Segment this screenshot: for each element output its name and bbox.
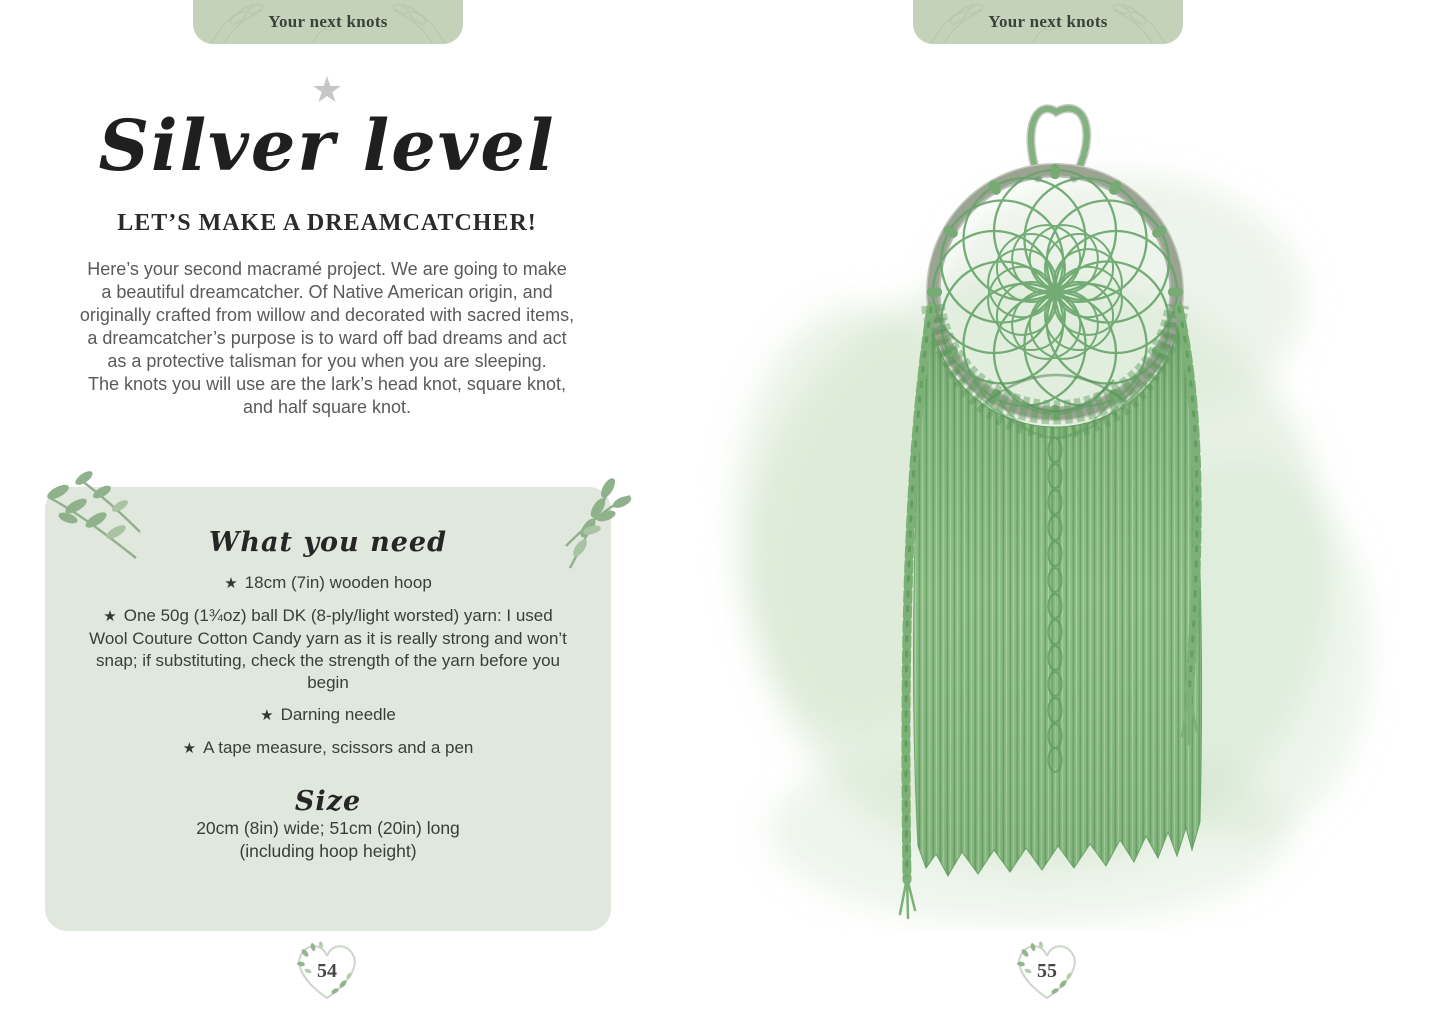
intro-line: The knots you will use are the lark’s head knot, square knot,	[88, 374, 566, 394]
page-number-right	[1011, 938, 1083, 1006]
intro-line: originally crafted from willow and decorated with sacred items,	[79, 305, 575, 325]
page-number-left	[291, 938, 363, 1006]
material-item	[88, 605, 568, 694]
header-tab-right	[913, 0, 1183, 44]
material-item	[88, 737, 568, 760]
star-bullet-icon: ★	[260, 707, 274, 724]
page-number-text: 55	[1037, 960, 1057, 982]
page-title: Silver level	[98, 104, 556, 187]
intro-paragraph	[0, 258, 654, 419]
page-number-text: 54	[317, 960, 337, 982]
intro-line: and half square knot.	[242, 397, 412, 417]
intro-line: a dreamcatcher’s purpose is to ward off bad dreams and act	[87, 328, 567, 348]
header-tab-left	[193, 0, 463, 44]
silver-star-icon: ★	[310, 69, 344, 110]
intro-line: a beautiful dreamcatcher. Of Native American origin, and	[101, 282, 553, 302]
star-bullet-icon: ★	[182, 740, 197, 757]
header-tab-label: Your next knots	[268, 12, 388, 31]
size-heading: Size	[294, 786, 362, 817]
page-subtitle: LET’S MAKE A DREAMCATCHER!	[117, 210, 537, 236]
materials-heading: What you need	[209, 527, 447, 558]
star-bullet-icon: ★	[224, 575, 238, 592]
material-item-text: One 50g (1¾oz) ball DK (8-ply/light worsted) yarn: I used Wool Couture Cotton Candy yarn as it is really strong and won’t snap; if substituting, check the strength of the yarn before you begin	[89, 606, 567, 692]
material-item	[88, 704, 568, 727]
dreamcatcher-illustration	[700, 50, 1400, 930]
material-item-text: A tape measure, scissors and a pen	[203, 738, 474, 757]
header-tab-label: Your next knots	[988, 12, 1108, 31]
size-text: 20cm (8in) wide; 51cm (20in) long	[196, 818, 460, 838]
leaf-sprig-icon	[28, 470, 160, 566]
intro-line: as a protective talisman for you when you are sleeping.	[107, 351, 547, 371]
star-bullet-icon: ★	[103, 608, 117, 625]
material-item-text: 18cm (7in) wooden hoop	[244, 573, 432, 592]
size-text: (including hoop height)	[239, 841, 417, 861]
material-item-text: Darning needle	[280, 705, 396, 724]
intro-line: Here’s your second macramé project. We are going to make	[87, 259, 567, 279]
leaf-sprig-icon	[552, 468, 644, 576]
material-item	[88, 572, 568, 595]
